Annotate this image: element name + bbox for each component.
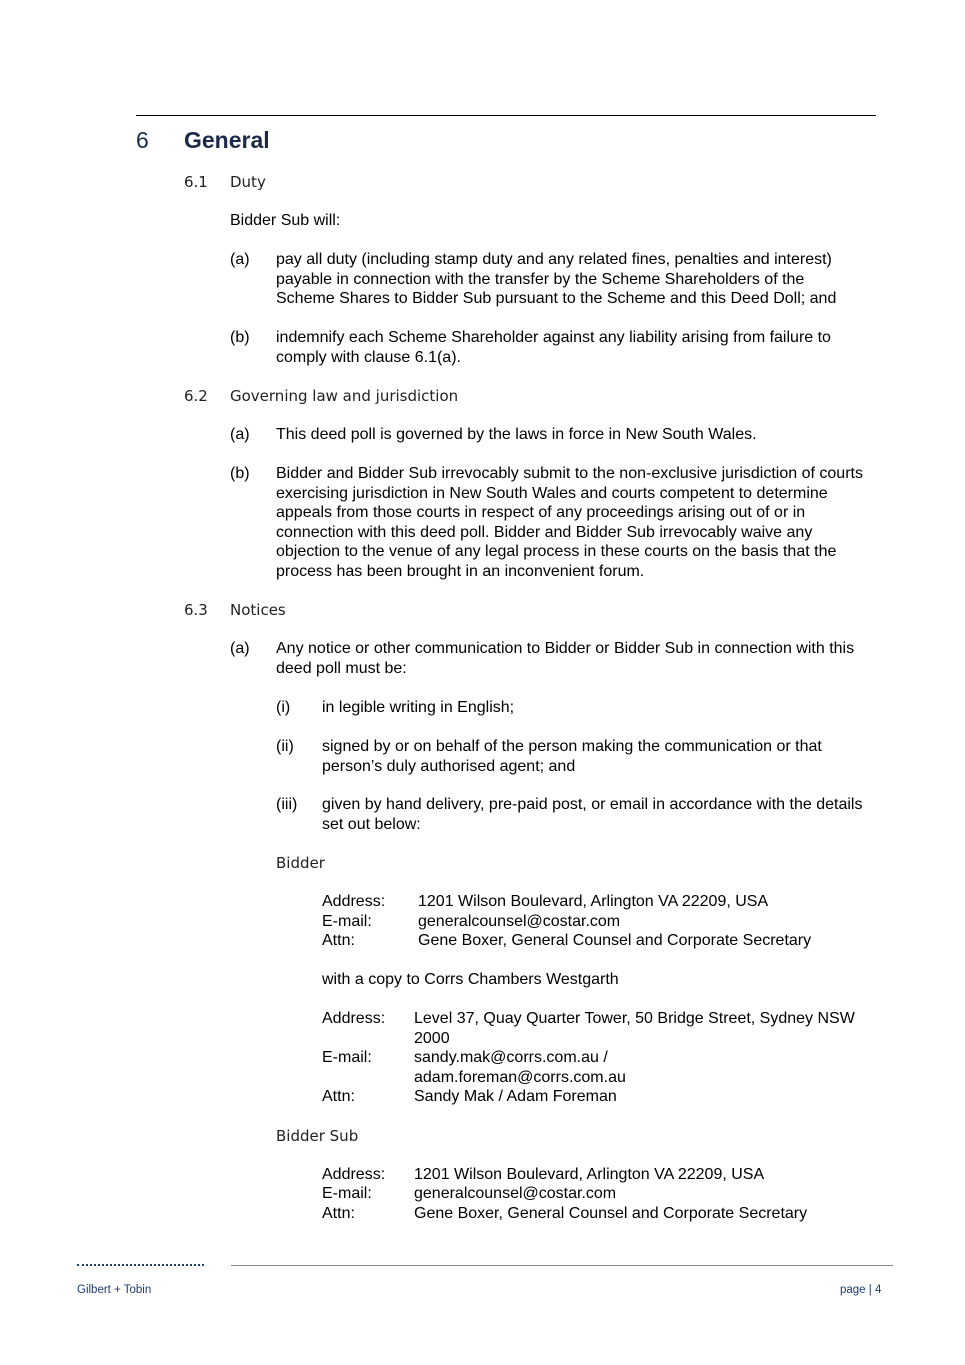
bidder-address: 1201 Wilson Boulevard, Arlington VA 22209, USA — [418, 893, 769, 910]
duty-item-b-label: (b) — [230, 329, 250, 346]
notices-subitem-ii-label: (ii) — [276, 738, 294, 755]
duty-intro: Bidder Sub will: — [230, 212, 341, 229]
bidder-heading: Bidder — [276, 854, 325, 872]
footer-firm-name: Gilbert + Tobin — [77, 1284, 152, 1296]
corrs-attn-label: Attn: — [322, 1088, 355, 1105]
law-item-b-label: (b) — [230, 465, 250, 482]
bidder-sub-attn: Gene Boxer, General Counsel and Corporate Secretary — [414, 1205, 808, 1222]
corrs-attn: Sandy Mak / Adam Foreman — [414, 1088, 617, 1105]
law-item-a-text: This deed poll is governed by the laws in force in New South Wales. — [276, 426, 757, 443]
section-number: 6 — [136, 127, 149, 153]
corrs-email-line1: sandy.mak@corrs.com.au / — [414, 1049, 608, 1066]
corrs-email-line2: adam.foreman@corrs.com.au — [414, 1069, 626, 1086]
footer-page-number: page | 4 — [840, 1284, 882, 1296]
bidder-sub-address: 1201 Wilson Boulevard, Arlington VA 22209, USA — [414, 1166, 765, 1183]
bidder-email: generalcounsel@costar.com — [418, 913, 621, 930]
bidder-email-label: E-mail: — [322, 913, 372, 930]
notices-subitem-i-label: (i) — [276, 699, 291, 716]
clause-number-duty: 6.1 — [184, 173, 208, 191]
clause-number-law: 6.2 — [184, 387, 208, 405]
bidder-attn: Gene Boxer, General Counsel and Corporate Secretary — [418, 932, 812, 949]
bidder-attn-label: Attn: — [322, 932, 355, 949]
duty-item-b-text: indemnify each Scheme Shareholder against any liability arising from failure to comply with clause 6.1(a). — [276, 329, 831, 366]
copy-to-line: with a copy to Corrs Chambers Westgarth — [322, 971, 619, 988]
bidder-sub-address-label: Address: — [322, 1166, 386, 1183]
duty-item-a-text: pay all duty (including stamp duty and any related fines, penalties and interest) payable in connection with the transfer by the Scheme Shareholders of the Scheme Shares to Bidder Sub pursuant to the Scheme and this Deed Doll; and — [276, 251, 837, 307]
bidder-address-label: Address: — [322, 893, 386, 910]
law-item-b-text: Bidder and Bidder Sub irrevocably submit to the non-exclusive jurisdiction of courts exercising jurisdiction in New South Wales and courts competent to determine appeals from those courts in respect of any proceedings arising out of or in connection with this deed poll. Bidder and Bidder Sub irrevocably waive any objection to the venue of any legal process in these courts on the basis that the process has been brought in an inconvenient forum. — [276, 465, 863, 580]
corrs-address-line2: 2000 — [414, 1030, 450, 1047]
notices-subitem-iii-text: given by hand delivery, pre-paid post, or email in accordance with the details set out below: — [322, 796, 863, 833]
corrs-email-label: E-mail: — [322, 1049, 372, 1066]
corrs-address-line1: Level 37, Quay Quarter Tower, 50 Bridge Street, Sydney NSW — [414, 1010, 855, 1027]
footer-rule — [231, 1265, 893, 1266]
law-item-a-label: (a) — [230, 426, 250, 443]
bidder-sub-email-label: E-mail: — [322, 1185, 372, 1202]
clause-title-notices: Notices — [230, 601, 286, 619]
notices-subitem-ii-text: signed by or on behalf of the person making the communication or that person’s duly authorised agent; and — [322, 738, 822, 775]
clause-number-notices: 6.3 — [184, 601, 208, 619]
footer-dotted-rule — [77, 1264, 204, 1266]
duty-item-a-label: (a) — [230, 251, 250, 268]
section-title: General — [184, 127, 270, 153]
notices-subitem-i-text: in legible writing in English; — [322, 699, 515, 716]
notices-item-a-text: Any notice or other communication to Bidder or Bidder Sub in connection with this deed poll must be: — [276, 640, 855, 677]
clause-title-duty: Duty — [230, 173, 266, 191]
bidder-sub-attn-label: Attn: — [322, 1205, 355, 1222]
notices-subitem-iii-label: (iii) — [276, 796, 298, 813]
corrs-address-label: Address: — [322, 1010, 386, 1027]
bidder-sub-heading: Bidder Sub — [276, 1127, 359, 1145]
clause-title-law: Governing law and jurisdiction — [230, 387, 459, 405]
bidder-sub-email: generalcounsel@costar.com — [414, 1185, 617, 1202]
top-rule — [136, 115, 876, 116]
notices-item-a-label: (a) — [230, 640, 250, 657]
